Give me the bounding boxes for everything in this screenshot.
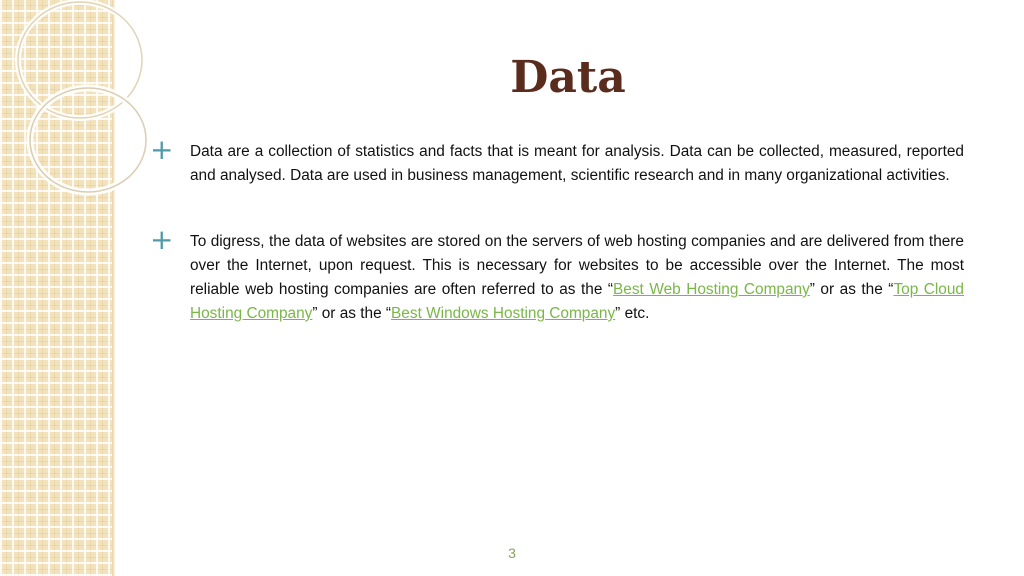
link-best-windows-hosting-company[interactable]: Best Windows Hosting Company xyxy=(391,305,616,322)
link-top-cloud-hosting-company[interactable]: Top Cloud Hosting Company xyxy=(190,281,964,322)
link-best-web-hosting-company[interactable]: Best Web Hosting Company xyxy=(613,281,810,298)
bullet-text-segment: To digress, the data of websites are stored on the servers of web hosting companies and are delivered from there over the Internet, upon request. This is necessary for websites to be accessible over the Internet. The most reliable web hosting companies are often referred to as the “ xyxy=(190,233,964,298)
bullet-item-2 xyxy=(150,223,964,326)
bullet-text-segment: ” or as the “ xyxy=(809,281,894,298)
page-number: 3 xyxy=(508,545,516,561)
bullet-item-1 xyxy=(150,133,964,188)
plus-bullet-icon: + xyxy=(150,223,174,256)
bullet-text-segment: ” or as the “ xyxy=(312,305,392,322)
bullet-text-segment: ” etc. xyxy=(615,305,650,322)
plus-bullet-icon: + xyxy=(150,133,174,166)
bullet-text-1: Data are a collection of statistics and facts that is meant for analysis. Data can be collected, measured, reported and analysed. Data are used in business management, scientific research and in many organizational activities. xyxy=(190,143,964,184)
slide-title: Data xyxy=(510,52,626,103)
bullet-text-2 xyxy=(190,230,964,326)
